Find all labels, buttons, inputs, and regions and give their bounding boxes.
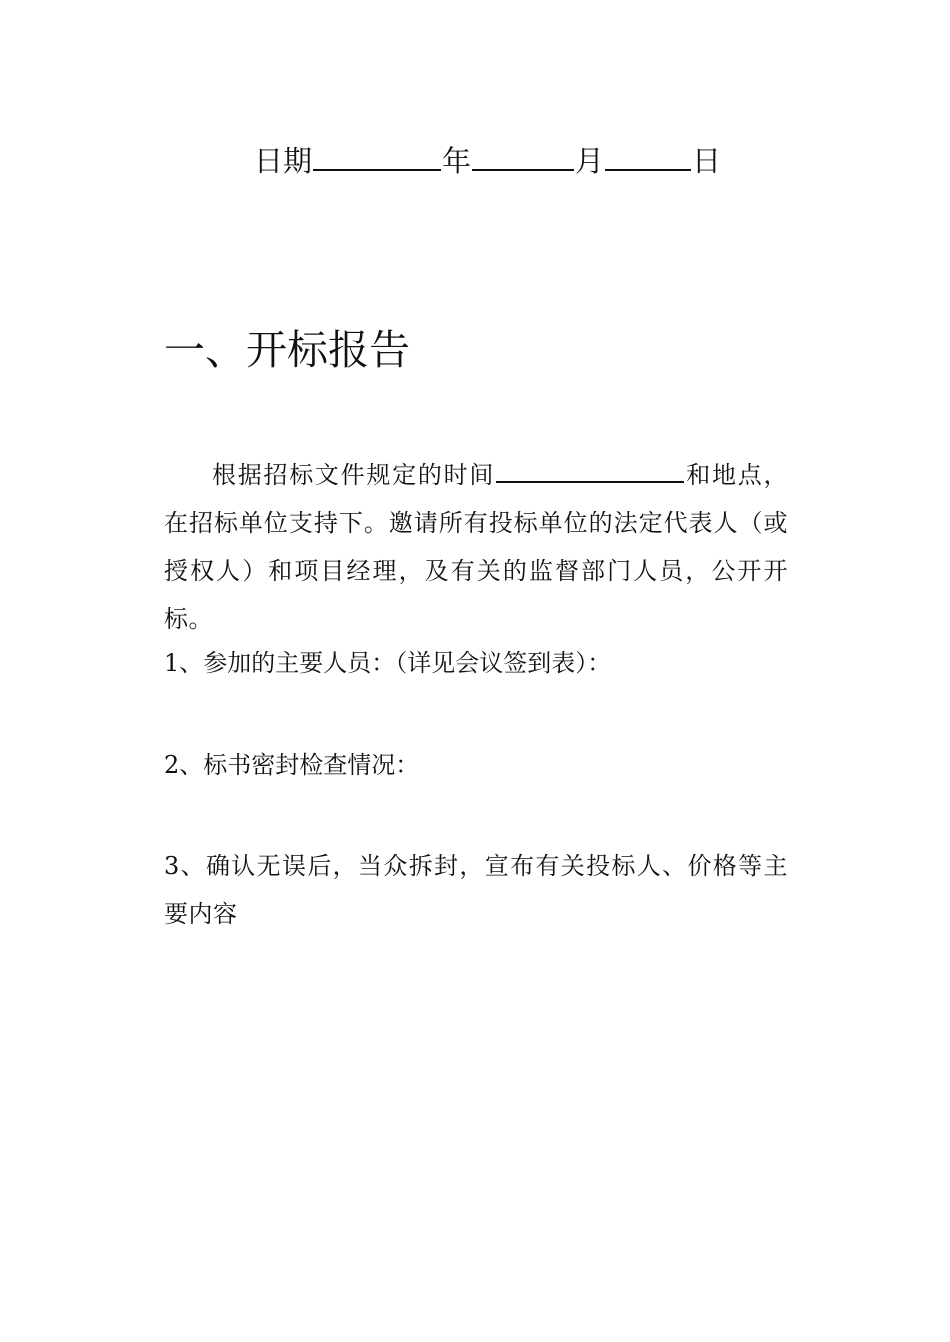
time-blank (496, 459, 684, 483)
opening-paragraph (164, 451, 788, 643)
day-label: 日 (692, 144, 722, 178)
day-blank (605, 145, 691, 171)
month-blank (472, 145, 574, 171)
paragraph-text-start: 根据招标文件规定的时间 (212, 461, 496, 489)
date-label: 日期 (254, 144, 313, 178)
paragraph-text-end: 和地点，在招标单位支持下。邀请所有投标单位的法定代表人（或授权人）和项目经理，及有关的监督部门人员，公开开标。 (164, 461, 789, 633)
list-item-participants: 1、参加的主要人员：（详见会议签到表）： (164, 649, 612, 677)
year-label: 年 (442, 144, 472, 178)
list-item-opening-announcement: 3、确认无误后，当众拆封，宣布有关投标人、价格等主要内容 (164, 852, 788, 928)
section-title: 一、开标报告 (164, 326, 410, 374)
month-label: 月 (575, 144, 605, 178)
year-blank (313, 145, 441, 171)
list-item-seal-check: 2、标书密封检查情况： (164, 751, 420, 779)
date-line (254, 143, 721, 179)
